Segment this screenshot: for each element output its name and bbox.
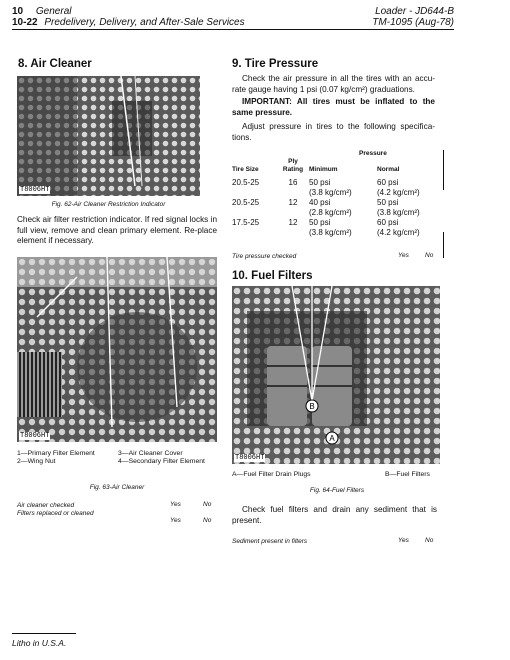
- air-cleaner-indicator-photo: [17, 76, 200, 196]
- legend-item: 2—Wing Nut: [17, 458, 56, 465]
- fig62-caption: Fig. 62-Air Cleaner Restriction Indicator: [51, 201, 166, 208]
- fuel-legend-a: A—Fuel Filter Drain Plugs: [232, 471, 311, 478]
- photo-graphic: [17, 76, 200, 196]
- col-ply-rating: Ply Rating: [282, 158, 304, 173]
- photo-graphic: [232, 286, 440, 464]
- callout-a: A: [329, 434, 335, 443]
- photo-id-label: T8006HT: [20, 432, 50, 440]
- legend-item: 1—Primary Filter Element: [17, 450, 95, 457]
- sediment-present-label: Sediment present in filters: [232, 538, 308, 545]
- tire-pressure-table: [232, 150, 442, 238]
- change-bar: [443, 150, 444, 190]
- col-normal: Normal: [377, 166, 400, 173]
- sediment-yes: Yes: [398, 537, 409, 544]
- legend-item: 4—Secondary Filter Element: [118, 458, 205, 465]
- table-row: 17.5-25 12 50 psi (3.8 kg/cm²) 60 psi (4.2 kg/cm²): [232, 218, 420, 237]
- air-cleaner-photo: [17, 257, 217, 442]
- tire-pressure-important: IMPORTANT: All tires must be inflated to the same pressure.: [232, 97, 435, 117]
- change-bar: [443, 232, 444, 258]
- photo-graphic: [17, 257, 217, 442]
- tire-pressure-yes: Yes: [398, 252, 409, 259]
- fuel-filters-photo: [232, 286, 440, 464]
- fig63-legend-left: [17, 450, 107, 466]
- page-header-left: [12, 6, 245, 28]
- page-reference: 10-22: [12, 17, 38, 28]
- header-date: (Aug-78): [415, 17, 454, 28]
- air-cleaner-checked-yes: Yes: [170, 501, 181, 508]
- col-tire-size: Tire Size: [232, 166, 259, 173]
- filters-replaced-no: No: [203, 517, 212, 524]
- page-number: 10: [12, 6, 24, 17]
- tire-pressure-adjust: Adjust pressure in tires to the following specifica-tions.: [232, 122, 435, 142]
- footer-rule: [12, 633, 76, 634]
- tire-pressure-instructions: Check the air pressure in all the tires with an accu-rate gauge having 1 psi (0.07 kg/cm²) graduations.: [232, 74, 435, 94]
- callout-b: B: [309, 402, 315, 411]
- photo-id-label: T8006HT: [235, 454, 265, 462]
- fuel-filters-instructions: Check fuel filters and drain any sediment that is present.: [232, 505, 437, 525]
- tm-number: TM-1095: [372, 17, 413, 28]
- fig63-legend-right: [118, 450, 208, 466]
- pressure-header: Pressure: [359, 150, 387, 157]
- filters-replaced-label: Filters replaced or cleaned: [17, 510, 94, 517]
- header-rule: [12, 29, 454, 30]
- fuel-filters-heading: 10. Fuel Filters: [232, 270, 313, 282]
- air-cleaner-heading: 8. Air Cleaner: [18, 58, 92, 70]
- tire-pressure-no: No: [425, 252, 434, 259]
- section-name: General: [35, 6, 72, 17]
- section-subtitle: Predelivery, Delivery, and After-Sale Services: [44, 17, 245, 28]
- table-row: 20.5-25 16 50 psi (3.8 kg/cm²) 60 psi (4.2 kg/cm²): [232, 178, 420, 197]
- filters-replaced-yes: Yes: [170, 517, 181, 524]
- air-cleaner-checked-label: Air cleaner checked: [17, 502, 75, 509]
- photo-id-label: T8006HT: [20, 186, 50, 194]
- page-header-right: [372, 6, 454, 28]
- tire-pressure-checked-label: Tire pressure checked: [232, 253, 297, 260]
- fig64-caption: Fig. 64-Fuel Filters: [309, 487, 365, 494]
- footer-litho: Litho in U.S.A.: [12, 638, 67, 648]
- tire-pressure-heading: 9. Tire Pressure: [232, 58, 319, 70]
- sediment-no: No: [425, 537, 434, 544]
- air-cleaner-instructions: Check air filter restriction indicator. If red signal locks in full view, remove and clean primary element. Re-place element if necessary.: [17, 215, 217, 245]
- fuel-legend-b: B—Fuel Filters: [385, 471, 430, 478]
- model-name: Loader - JD644-B: [375, 6, 454, 17]
- table-row: 20.5-25 12 40 psi (2.8 kg/cm²) 50 psi (3.8 kg/cm²): [232, 198, 420, 217]
- col-minimum: Minimum: [309, 166, 338, 173]
- fig63-caption: Fig. 63-Air Cleaner: [89, 484, 145, 491]
- legend-item: 3—Air Cleaner Cover: [118, 450, 183, 457]
- air-cleaner-checked-no: No: [203, 501, 212, 508]
